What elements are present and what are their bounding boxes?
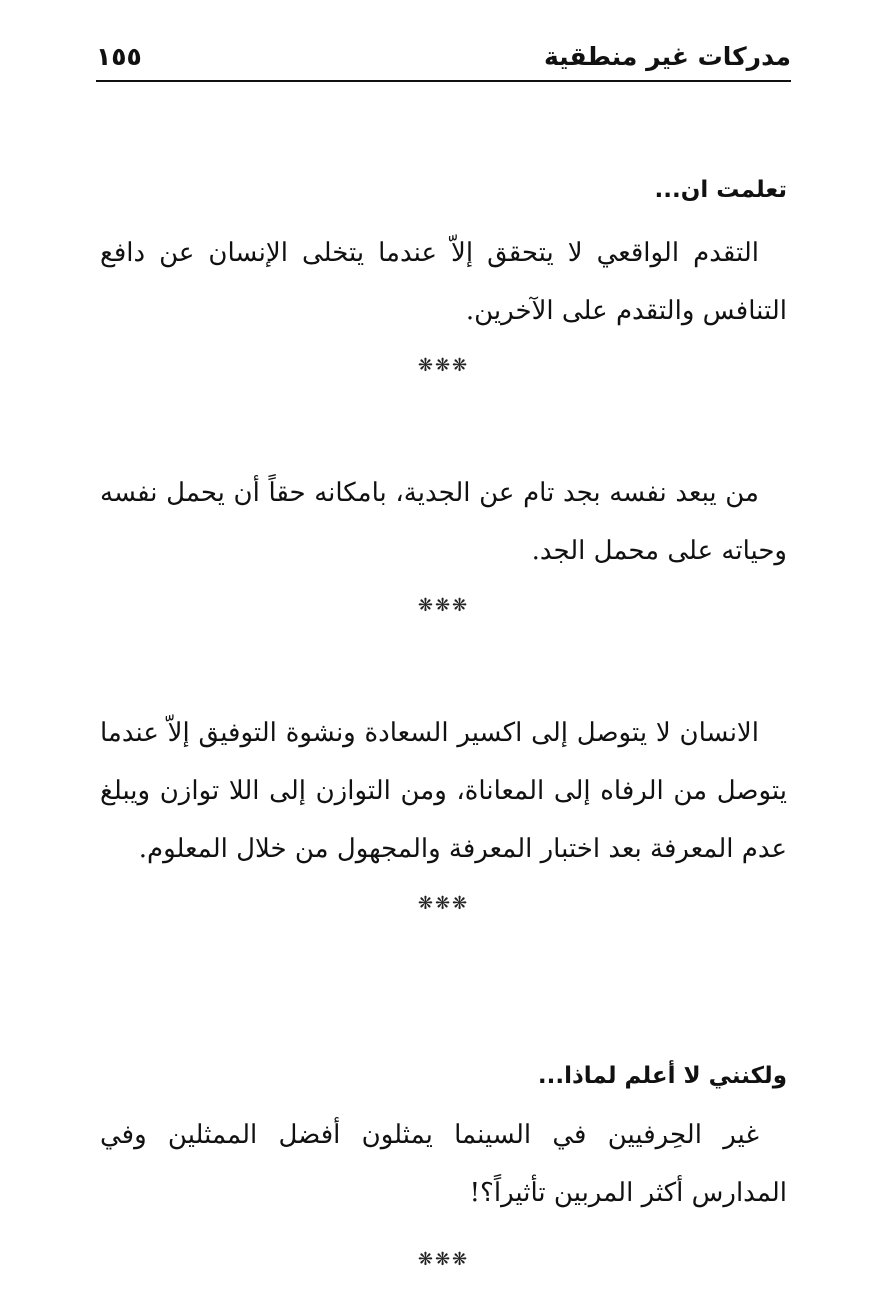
running-title: مدركات غير منطقية [544, 42, 791, 71]
section-heading: تعلمت ان... [654, 177, 787, 203]
page-content [100, 170, 787, 1280]
page-number: ١٥٥ [96, 42, 142, 71]
separator-asterisks: ❋❋❋ [417, 595, 470, 616]
separator-asterisks: ❋❋❋ [417, 355, 470, 376]
page-header [96, 40, 791, 82]
section-heading: ولكنني لا أعلم لماذا... [537, 1063, 787, 1089]
separator-asterisks: ❋❋❋ [417, 1249, 470, 1270]
separator-asterisks: ❋❋❋ [417, 893, 470, 914]
paragraph: التقدم الواقعي لا يتحقق إلاّ عندما يتخلى الإنسان عن دافع التنافس والتقدم على الآخرين. [100, 238, 787, 326]
paragraph: الانسان لا يتوصل إلى اكسير السعادة ونشوة التوفيق إلاّ عندما يتوصل من الرفاه إلى المعاناة، ومن التوازن إلى اللا توازن ويبلغ عدم المعرفة بعد اختبار المعرفة والمجهول من خلال المعلوم. [100, 718, 787, 864]
paragraph: غير الحِرفيين في السينما يمثلون أفضل الممثلين وفي المدارس أكثر المربين تأثيراً؟! [100, 1120, 787, 1208]
paragraph: من يبعد نفسه بجد تام عن الجدية، بامكانه حقاً أن يحمل نفسه وحياته على محمل الجد. [100, 478, 787, 566]
